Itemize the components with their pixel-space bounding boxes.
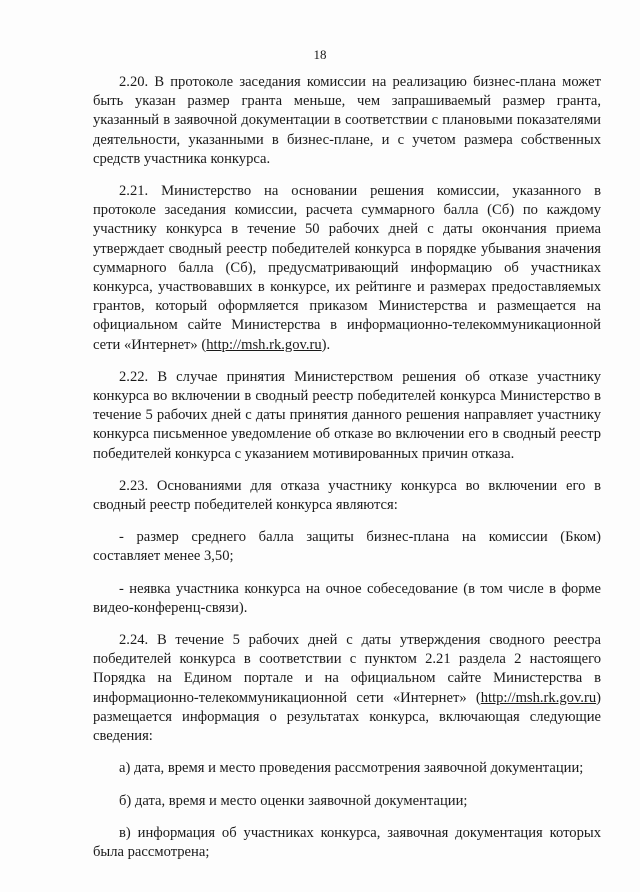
list-item-no-show [93, 580, 601, 618]
text-line: участнику конкурса в течение 50 рабочих дней с даты окончания приема [93, 221, 601, 238]
text-line: 2.21. Министерство на основании решения комиссии, указанного в [119, 183, 601, 200]
text-line: размещается информация о результатах конкурса, включающая следующие [93, 708, 601, 725]
text-line: - размер среднего балла защиты бизнес-плана на комиссии (Бком) [119, 529, 601, 546]
text-line: победителей конкурса в соответствии с пунктом 2.21 раздела 2 настоящего [93, 651, 601, 668]
list-item-a [93, 759, 601, 778]
text-line: конкурса во включении в сводный реестр победителей конкурса Министерство в [93, 388, 601, 405]
text-line: б) дата, время и место оценки заявочной документации; [119, 792, 468, 809]
paragraph-2-23 [93, 477, 601, 515]
list-item-b [93, 792, 601, 811]
text-line: указанный в заявочной документации в соответствии с плановыми показателями [93, 112, 601, 129]
text-line: 2.23. Основаниями для отказа участнику конкурса во включении его в [119, 477, 601, 494]
text-line: 2.22. В случае принятия Министерством решения об отказе участнику [119, 368, 601, 385]
document-body [93, 73, 601, 875]
text-line: - неявка участника конкурса на очное собеседование (в том числе в форме [119, 580, 601, 597]
text-line: сведения: [93, 728, 153, 745]
text-line: видео-конференц-связи). [93, 599, 248, 616]
text-line: конкурса, участвовавших в конкурсе, их рейтинге и размерах предоставляемых [93, 279, 601, 296]
text-line: 2.20. В протоколе заседания комиссии на реализацию бизнес-плана может [119, 74, 601, 90]
text-line: быть указан размер гранта меньше, чем запрашиваемый размер гранта, [93, 93, 601, 110]
paragraph-2-21 [93, 182, 601, 355]
text-line: утверждает сводный реестр победителей конкурса в порядке убывания значения [93, 240, 601, 257]
text-line: а) дата, время и место проведения рассмотрения заявочной документации; [119, 760, 584, 777]
text-line: была рассмотрена; [93, 843, 210, 860]
text-line: средств участника конкурса. [93, 150, 271, 167]
text-line: официальном сайте Министерства в информационно-телекоммуникационной [93, 317, 601, 334]
paragraph-2-20 [93, 73, 601, 169]
text-line: течение 5 рабочих дней с даты принятия данного решения направляет участнику [93, 407, 601, 424]
text-line [93, 689, 601, 708]
text-line: сводный реестр победителей конкурса являются: [93, 497, 398, 514]
ministry-website-link[interactable]: http://msh.rk.gov.ru [480, 689, 597, 706]
text-line: в) информация об участниках конкурса, заявочная документация которых [119, 824, 601, 841]
text-fragment: ) [596, 689, 601, 706]
text-line [93, 336, 601, 355]
text-line: грантов, который оформляется приказом Министерства и размещается на [93, 298, 601, 315]
paragraph-2-24 [93, 631, 601, 746]
list-item-average-score [93, 528, 601, 566]
text-line: 2.24. В течение 5 рабочих дней с даты утверждения сводного реестра [119, 632, 601, 649]
text-line: победителей конкурса с указанием мотивированных причин отказа. [93, 445, 515, 462]
text-fragment: сети «Интернет» ( [93, 336, 207, 353]
page-number: 18 [313, 47, 327, 62]
text-line: суммарного балла (Сб), предусматривающий информацию об участниках [93, 259, 601, 276]
text-line: составляет менее 3,50; [93, 548, 234, 565]
list-item-v [93, 824, 601, 862]
text-line: Порядка на Едином портале и на официальном сайте Министерства в [93, 670, 601, 687]
ministry-website-link[interactable]: http://msh.rk.gov.ru [206, 336, 322, 353]
text-line: протоколе заседания комиссии, расчета суммарного балла (Сб) по каждому [93, 202, 601, 219]
text-line: деятельности, указанными в бизнес-плане, и с учетом размера собственных [93, 131, 601, 148]
text-line: конкурса письменное уведомление об отказе во включении его в сводный реестр [93, 426, 601, 443]
paragraph-2-22 [93, 368, 601, 464]
text-fragment: ). [321, 336, 331, 353]
text-fragment: информационно-телекоммуникационной сети «Интернет» ( [93, 689, 481, 706]
